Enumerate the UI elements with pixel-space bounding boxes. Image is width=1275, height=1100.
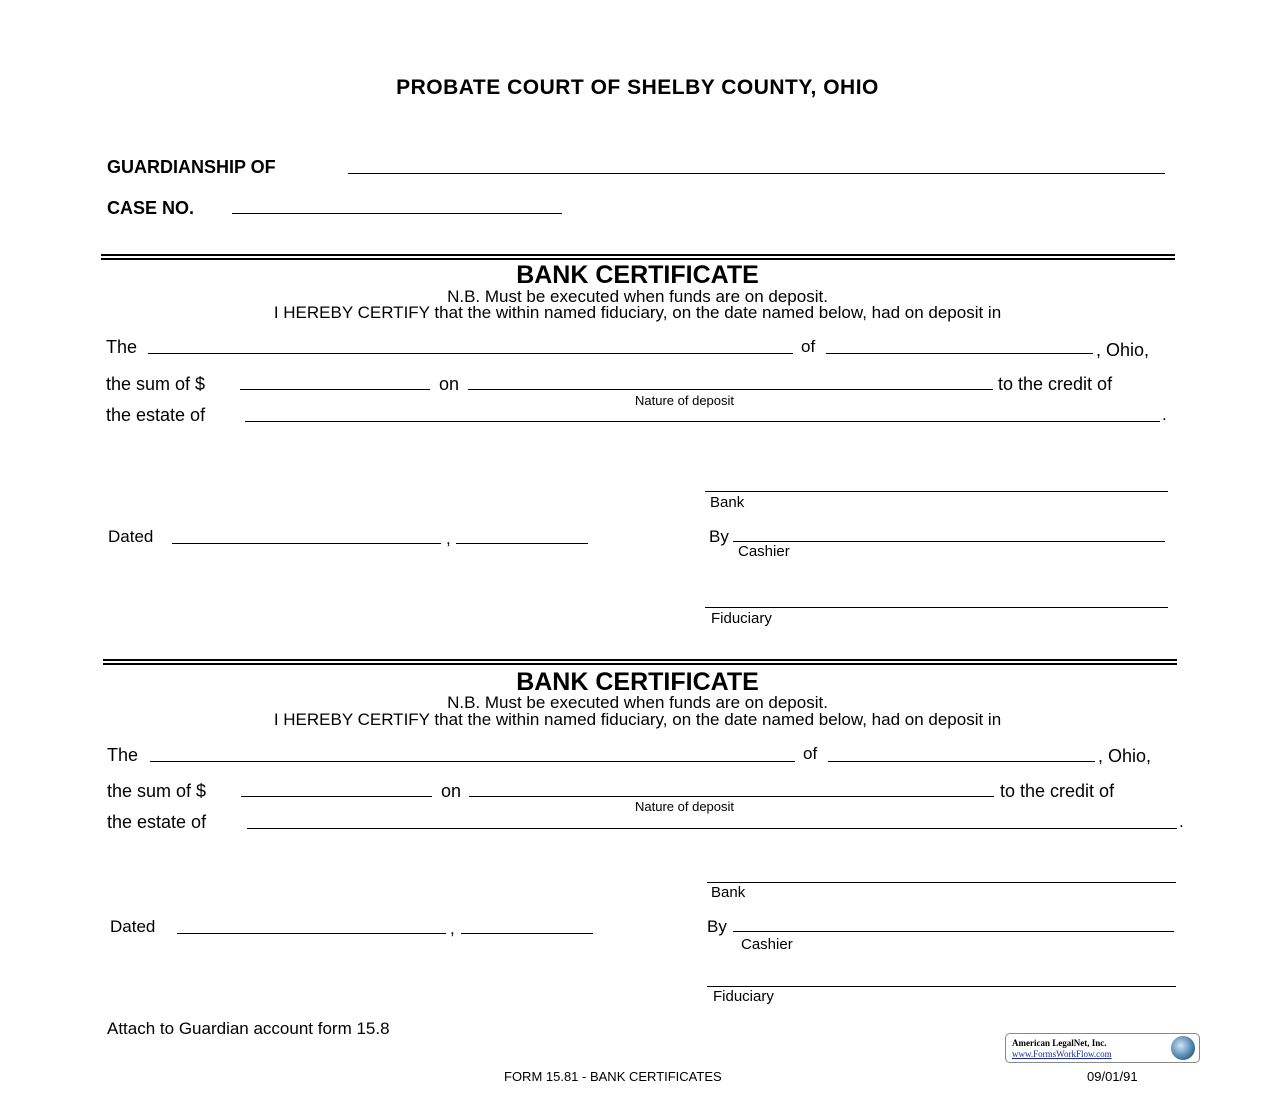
cashier-signature-field[interactable]: [733, 931, 1174, 932]
bank-caption: Bank: [710, 494, 745, 511]
city-field[interactable]: [828, 761, 1095, 762]
comma: ,: [450, 919, 455, 938]
court-title: PROBATE COURT OF SHELBY COUNTY, OHIO: [396, 76, 879, 99]
period: .: [1162, 405, 1167, 424]
certificate-note: N.B. Must be executed when funds are on deposit.: [447, 287, 828, 306]
fiduciary-signature-field[interactable]: [705, 607, 1168, 608]
sum-field[interactable]: [241, 796, 432, 797]
form-number: FORM 15.81 - BANK CERTIFICATES: [504, 1069, 722, 1084]
on-label: on: [439, 374, 460, 394]
bank-signature-field[interactable]: [705, 491, 1168, 492]
double-rule: [103, 659, 1177, 665]
guardianship-label: GUARDIANSHIP OF: [107, 157, 276, 177]
by-label: By: [707, 917, 727, 936]
certify-text: I HEREBY CERTIFY that the within named fiduciary, on the date named below, had on deposit in: [273, 710, 1002, 729]
attach-note: Attach to Guardian account form 15.8: [107, 1019, 390, 1038]
year-field[interactable]: [461, 933, 593, 934]
bank-name-field[interactable]: [150, 761, 795, 762]
the-label: The: [107, 745, 139, 765]
of-label: of: [801, 337, 816, 356]
ohio-label: , Ohio,: [1096, 340, 1150, 360]
bank-caption: Bank: [711, 884, 746, 901]
dated-label: Dated: [108, 527, 154, 546]
by-label: By: [709, 527, 729, 546]
globe-icon: [1171, 1036, 1195, 1060]
nature-caption: Nature of deposit: [635, 393, 735, 408]
certify-text: I HEREBY CERTIFY that the within named fiduciary, on the date named below, had on deposit in: [273, 303, 1002, 322]
certificate-title: BANK CERTIFICATE: [516, 668, 759, 696]
fiduciary-caption: Fiduciary: [713, 988, 774, 1005]
estate-label: the estate of: [106, 405, 206, 425]
dated-label: Dated: [110, 917, 156, 936]
estate-field[interactable]: [247, 828, 1177, 829]
fiduciary-signature-field[interactable]: [707, 986, 1176, 987]
logo-name: American LegalNet, Inc.: [1012, 1038, 1107, 1048]
nature-of-deposit-field[interactable]: [469, 796, 994, 797]
ohio-label: , Ohio,: [1098, 746, 1152, 766]
credit-label: to the credit of: [1000, 781, 1115, 801]
certificate-note: N.B. Must be executed when funds are on deposit.: [447, 693, 828, 712]
date-field[interactable]: [177, 933, 446, 934]
sum-label: the sum of $: [106, 374, 206, 394]
bank-signature-field[interactable]: [707, 882, 1176, 883]
cashier-caption: Cashier: [738, 543, 790, 560]
logo-url: www.FormsWorkFlow.com: [1012, 1049, 1112, 1059]
estate-field[interactable]: [245, 421, 1160, 422]
estate-label: the estate of: [107, 812, 207, 832]
of-label: of: [803, 744, 818, 763]
on-label: on: [441, 781, 462, 801]
date-field[interactable]: [172, 543, 441, 544]
cashier-signature-field[interactable]: [733, 541, 1165, 542]
sum-label: the sum of $: [107, 781, 207, 801]
year-field[interactable]: [456, 543, 588, 544]
american-legalnet-logo: [1005, 1033, 1200, 1063]
cashier-caption: Cashier: [741, 936, 793, 953]
nature-caption: Nature of deposit: [635, 799, 735, 814]
fiduciary-caption: Fiduciary: [711, 610, 772, 627]
case-no-label: CASE NO.: [107, 198, 195, 218]
credit-label: to the credit of: [998, 374, 1113, 394]
period: .: [1179, 812, 1184, 831]
certificate-title: BANK CERTIFICATE: [516, 261, 759, 289]
the-label: The: [106, 337, 138, 357]
comma: ,: [446, 529, 451, 548]
form-date: 09/01/91: [1087, 1069, 1138, 1084]
